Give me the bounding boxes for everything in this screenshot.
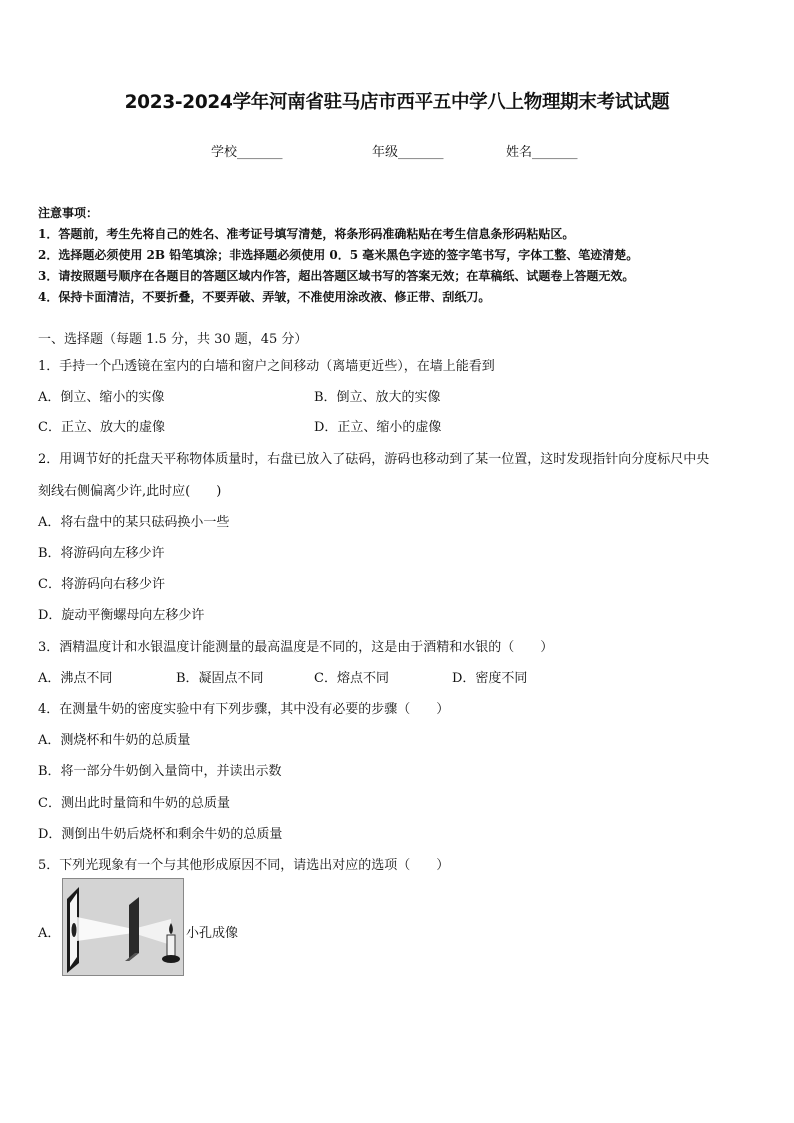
grade-field: 年级_______ [372,145,444,160]
note-item: 4．保持卡面清洁，不要折叠，不要弄破、弄皱，不准使用涂改液、修正带、刮纸刀。 [38,290,491,304]
option: C．测出此时量筒和牛奶的总质量 [38,796,230,811]
note-item: 3．请按照题号顺序在各题目的答题区域内作答，超出答题区域书写的答案无效；在草稿纸、试题卷上答题无效。 [38,269,635,283]
option: A． [38,926,61,941]
option: C．将游码向右移少许 [38,577,165,592]
option: D．旋动平衡螺母向左移少许 [38,608,205,623]
question-stem: 2．用调节好的托盘天平称物体质量时，右盘已放入了砝码，游码也移动到了某一位置，这时发现指针向分度标尺中央 [38,452,710,467]
question-stem: 3．酒精温度计和水银温度计能测量的最高温度是不同的，这是由于酒精和水银的（ ） [38,640,554,655]
option: D．正立、缩小的虚像 [314,420,442,435]
section-heading: 一、选择题（每题 1.5 分，共 30 题，45 分） [38,332,308,347]
option: B．凝固点不同 [176,671,264,686]
question-stem: 4．在测量牛奶的密度实验中有下列步骤，其中没有必要的步骤（ ） [38,702,450,717]
note-item: 1．答题前，考生先将自己的姓名、准考证号填写清楚，将条形码准确粘贴在考生信息条形码粘贴区。 [38,227,575,241]
option: A．将右盘中的某只砝码换小一些 [38,515,230,530]
note-item: 2．选择题必须使用 2B 铅笔填涂；非选择题必须使用 0．5 毫米黑色字迹的签字笔书写，字体工整、笔迹清楚。 [38,248,639,262]
pinhole-image-figure [62,878,184,976]
option: C．正立、放大的虚像 [38,420,165,435]
option: A．沸点不同 [38,671,113,686]
page-title: 2023-2024学年河南省驻马店市西平五中学八上物理期末考试试题 [124,92,670,113]
option: A．测烧杯和牛奶的总质量 [38,733,191,748]
figure-caption: 小孔成像 [186,926,239,941]
option: B．倒立、放大的实像 [314,390,441,405]
question-stem: 1．手持一个凸透镜在室内的白墙和窗户之间移动（离墙更近些），在墙上能看到 [38,359,495,374]
school-field: 学校_______ [211,145,283,160]
option: A．倒立、缩小的实像 [38,390,165,405]
option: B．将游码向左移少许 [38,546,165,561]
question-stem: 5．下列光现象有一个与其他形成原因不同，请选出对应的选项（ ） [38,858,450,873]
notes-heading: 注意事项： [38,206,99,220]
name-field: 姓名_______ [506,145,578,160]
question-stem-continued: 刻线右侧偏离少许,此时应( ) [38,484,222,499]
option: B．将一部分牛奶倒入量筒中，并读出示数 [38,764,282,779]
option: C．熔点不同 [314,671,389,686]
option: D．密度不同 [452,671,528,686]
option: D．测倒出牛奶后烧杯和剩余牛奶的总质量 [38,827,283,842]
pinhole-camera-illustration [63,879,183,975]
